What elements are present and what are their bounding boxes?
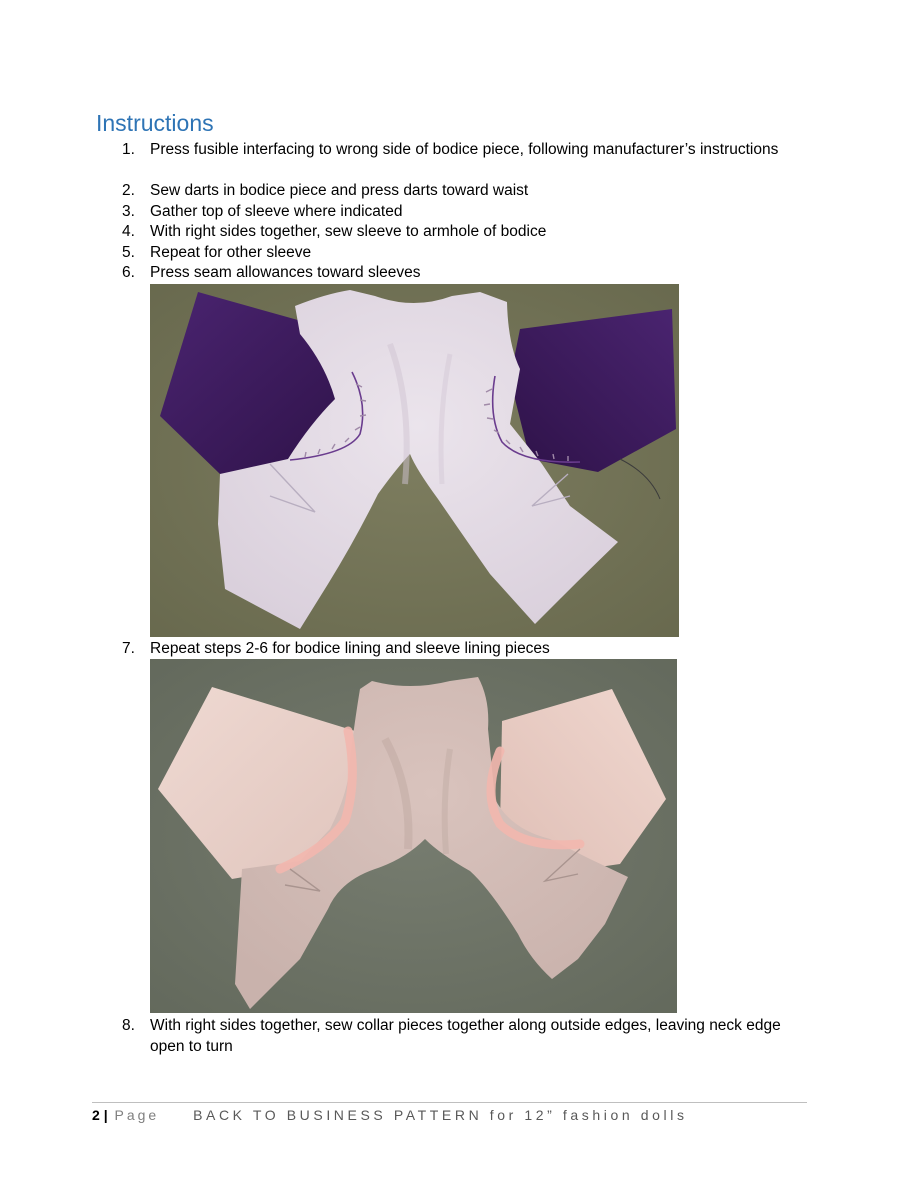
instruction-step — [122, 243, 802, 264]
bodice-with-sleeves-photo — [150, 284, 679, 637]
footer-divider — [92, 1102, 807, 1103]
step-number: 6. — [122, 264, 135, 281]
step-number: 8. — [122, 1017, 135, 1034]
step-number: 7. — [122, 640, 135, 657]
instruction-step — [122, 140, 802, 161]
step-text: With right sides together, sew sleeve to armhole of bodice — [150, 223, 547, 240]
step-number: 2. — [122, 182, 135, 199]
step-number: 4. — [122, 223, 135, 240]
step-text: Repeat steps 2-6 for bodice lining and sleeve lining pieces — [150, 640, 550, 657]
step-text: Press seam allowances toward sleeves — [150, 264, 421, 281]
instruction-step — [122, 202, 802, 223]
step-text: Gather top of sleeve where indicated — [150, 203, 403, 220]
step-text: Sew darts in bodice piece and press darts toward waist — [150, 182, 529, 199]
step-text: Press fusible interfacing to wrong side of bodice piece, following manufacturer’s instructions — [150, 141, 779, 158]
page-heading: Instructions — [96, 110, 214, 136]
footer-separator: | — [103, 1107, 108, 1123]
lining-bodice-photo — [150, 659, 677, 1013]
instruction-step — [122, 222, 802, 243]
instruction-step — [122, 181, 802, 202]
step-number: 1. — [122, 141, 135, 158]
page-number: 2 — [92, 1107, 100, 1123]
step-number: 5. — [122, 244, 135, 261]
step-number: 3. — [122, 203, 135, 220]
instruction-step — [122, 263, 802, 284]
step-text: Repeat for other sleeve — [150, 244, 312, 261]
instruction-step — [122, 639, 802, 660]
page-word: Page — [114, 1107, 160, 1123]
page-footer — [92, 1107, 812, 1123]
footer-title: BACK TO BUSINESS PATTERN for 12” fashion dolls — [193, 1107, 688, 1123]
step-text: With right sides together, sew collar pieces together along outside edges, leaving neck edge open to turn — [150, 1017, 781, 1055]
instruction-step — [122, 1016, 802, 1057]
